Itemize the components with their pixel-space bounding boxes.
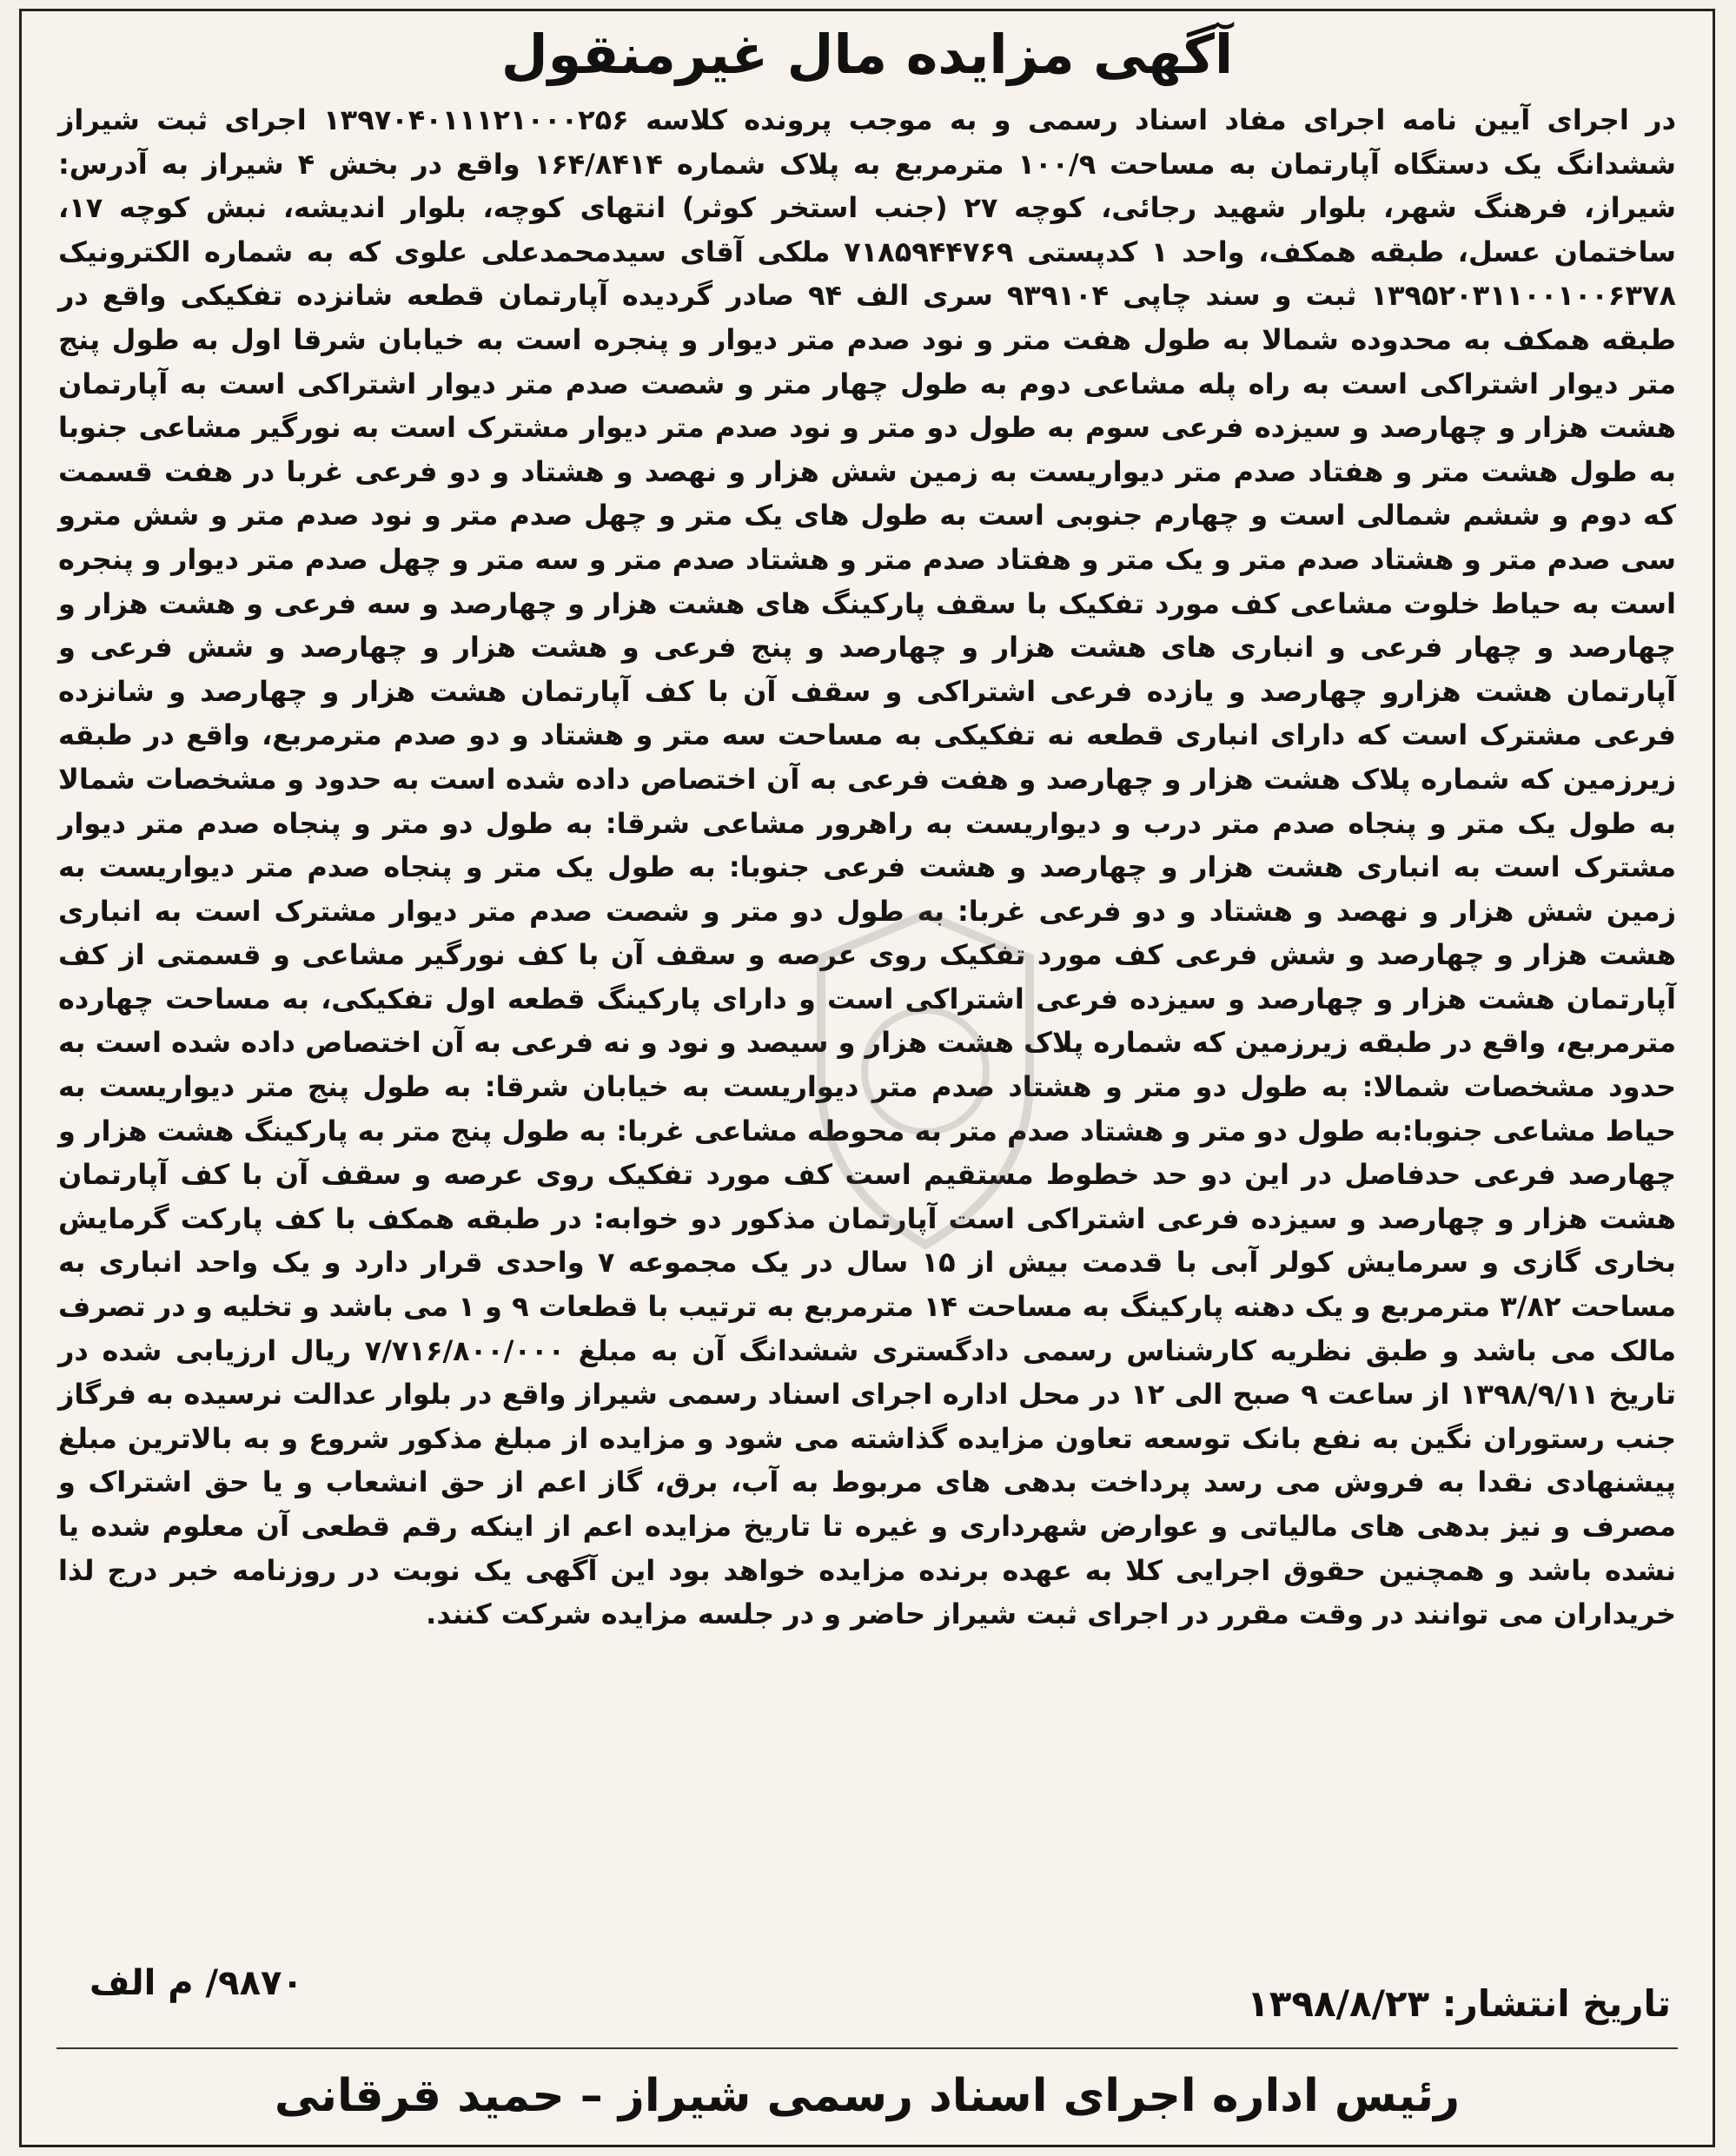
notice-body-paragraph: در اجرای آیین نامه اجرای مفاد اسناد رسمی و به موجب پرونده کلاسه ۱۳۹۷۰۴۰۱۱۱۲۱۰۰۰۲۵۶ اجرای ثبت شیراز ششدانگ یک دستگاه آپارتمان به مساحت ۱۰۰/۹ مترمربع به پلاک شماره ۱۶۴/۸۴۱۴ واقع در بخش ۴ شیراز به آدرس: شیراز، فرهنگ شهر، بلوار شهید رجائی، کوچه ۲۷ (جنب استخر کوثر) انتهای کوچه، بلوار اندیشه، نبش کوچه ۱۷، ساختمان عسل، طبقه همکف، واحد ۱ کدپستی ۷۱۸۵۹۴۴۷۶۹ ملکی آقای سیدمحمدعلی علوی که به شماره الکترونیک ۱۳۹۵۲۰۳۱۱۰۰۱۰۰۶۳۷۸ ثبت و سند چاپی ۹۳۹۱۰۴ سری الف ۹۴ صادر گردیده آپارتمان قطعه شانزده تفکیکی واقع در طبقه همکف به محدوده شمالا به طول هفت متر و نود صدم متر دیوار و پنجره است به خیابان شرقا اول به طول پنج متر دیوار اشتراکی است به راه پله مشاعی دوم به طول چهار متر و شصت صدم متر دیوار اشتراکی است به آپارتمان هشت هزار و چهارصد و سیزده فرعی سوم به طول دو متر و نود صدم متر دیوار مشترک است به نورگیر مشاعی جنوبا به طول هشت متر و هفتاد صدم متر دیواریست به زمین شش هزار و نهصد و هشتاد و دو فرعی غربا در هفت قسمت که دوم و ششم شمالی است و چهارم جنوبی است به طول های یک متر و چهل صدم متر و نود صدم متر و شش مترو سی صدم متر و هشتاد صدم متر و یک متر و هفتاد صدم متر و هشتاد صدم متر و سه متر و چهل صدم متر دیوار و پنجره است به حیاط خلوت مشاعی کف مورد تفکیک با سقف پارکینگ های هشت هزار و چهارصد و سه فرعی و هشت هزار و چهارصد و چهار فرعی و انباری های هشت هزار و چهارصد و پنج فرعی و هشت هزار و چهارصد و شش فرعی و آپارتمان هشت هزارو چهارصد و یازده فرعی اشتراکی و سقف آن با کف آپارتمان هشت هزار و چهارصد و شانزده فرعی مشترک است که دارای انباری قطعه نه تفکیکی به مساحت سه متر و هشتاد و دو صدم مترمربع، واقع در طبقه زیرزمین که شماره پلاک هشت هزار و چهارصد و هفت فرعی به آن اختصاص داده شده است به حدود و مشخصات شمالا به طول یک متر و پنجاه صدم متر درب و دیواریست به راهرور مشاعی شرقا: به طول دو متر و پنجاه صدم متر دیوار مشترک است به انباری هشت هزار و چهارصد و هشت فرعی جنوبا: به طول یک متر و پنجاه صدم متر دیواریست به زمین شش هزار و نهصد و هشتاد و دو فرعی غربا: به طول دو متر و شصت صدم متر دیوار مشترک است به انباری هشت هزار و چهارصد و شش فرعی کف مورد تفکیک روی عرصه و سقف آن با کف نورگیر مشاعی و قسمتی از کف آپارتمان هشت هزار و چهارصد و سیزده فرعی اشتراکی است و دارای پارکینگ قطعه اول تفکیکی، به مساحت چهارده مترمربع، واقع در طبقه زیرزمین که شماره پلاک هشت هزار و سیصد و نود و نه فرعی به آن اختصاص داده شده است به حدود مشخصات شمالا: به طول دو متر و هشتاد صدم متر دیواریست به خیابان شرقا: به طول پنج متر دیواریست به حیاط مشاعی جنوبا:به طول دو متر و هشتاد صدم متر به محوطه مشاعی غربا: به طول پنج متر به پارکینگ هشت هزار و چهارصد فرعی حدفاصل در این دو حد خطوط مستقیم است کف مورد تفکیک روی عرصه و سقف آن با کف آپارتمان هشت هزار و چهارصد و سیزده فرعی اشتراکی است آپارتمان مذکور دو خوابه: در طبقه همکف با کف پارکت گرمایش بخاری گازی و سرمایش کولر آبی با قدمت بیش از ۱۵ سال در یک مجموعه ۷ واحدی قرار دارد و یک واحد انباری به مساحت ۳/۸۲ مترمربع و یک دهنه پارکینگ به مساحت ۱۴ مترمربع به ترتیب با قطعات ۹ و ۱ می باشد و تخلیه و در تصرف مالک می باشد و طبق نظریه کارشناس رسمی دادگستری ششدانگ آن به مبلغ ۷/۷۱۶/۸۰۰/۰۰۰ ریال ارزیابی شده در تاریخ ۱۳۹۸/۹/۱۱ از ساعت ۹ صبح الی ۱۲ در محل اداره اجرای اسناد رسمی شیراز واقع در بلوار عدالت نرسیده به فرگاز جنب رستوران نگین به نفع بانک توسعه تعاون مزایده گذاشته می شود و مزایده از مبلغ مذکور شروع و به بالاترین مبلغ پیشنهادی نقدا به فروش می رسد پرداخت بدهی های مربوط به آب، برق، گاز اعم از حق انشعاب و یا حق اشتراک و مصرف و نیز بدهی های مالیاتی و عوارض شهرداری و غیره تا تاریخ مزایده اعم از اینکه رقم قطعی آن معلوم شده یا نشده باشد و همچنین حقوق اجرایی کلا به عهده برنده مزایده خواهد بود این آگهی یک نوبت در روزنامه خبر درج لذا خریداران می توانند در وقت مقرر در اجرای ثبت شیراز حاضر و در جلسه مزایده شرکت کنند. [58, 103, 1677, 1631]
notice-frame [19, 9, 1715, 2147]
notice-title: آگهی مزایده مال غیرمنقول [500, 23, 1234, 86]
signature-line: رئیس اداره اجرای اسناد رسمی شیراز – حمید قرقانی [274, 2070, 1461, 2122]
reference-code: ۹۸۷۰/ م الف [89, 1963, 303, 2003]
notice-body [58, 98, 1676, 1637]
publication-date: تاریخ انتشار: ۱۳۹۸/۸/۲۳ [1247, 1982, 1671, 2025]
divider [56, 2047, 1678, 2049]
